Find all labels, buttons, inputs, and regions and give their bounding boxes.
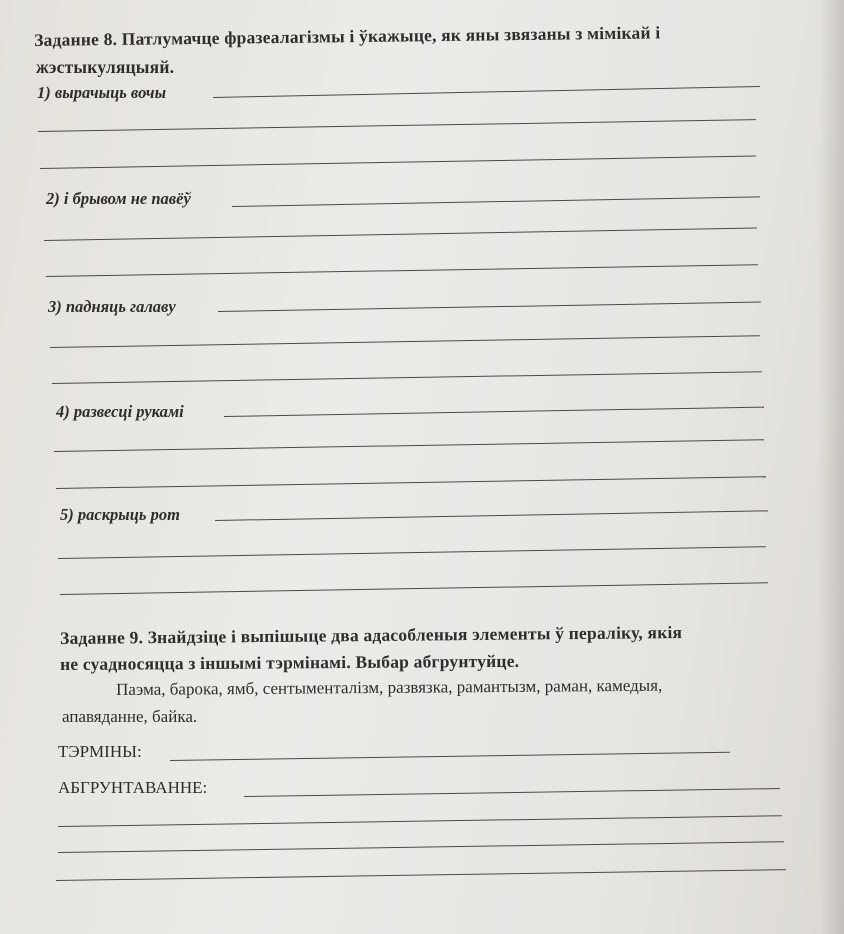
answer-line[interactable] — [58, 841, 784, 853]
answer-line[interactable] — [44, 228, 757, 241]
task8-item-3-label: 3) падняць галаву — [48, 297, 176, 316]
task8-title-continued — [36, 57, 174, 78]
terms-label: ТЭРМІНЫ: — [58, 742, 142, 761]
answer-line[interactable] — [52, 371, 762, 384]
answer-line[interactable] — [38, 119, 756, 132]
task8-title-line1: Заданне 8. Патлумачце фразеалагізмы і ўкажыце, як яны звязаны з мімікай і — [34, 22, 661, 50]
task8-item-5-label: 5) раскрыць рот — [60, 505, 180, 524]
answer-line[interactable] — [224, 407, 764, 417]
task8-item-1-label: 1) вырачыць вочы — [37, 83, 167, 102]
answer-line[interactable] — [56, 476, 766, 489]
task9-title-line2: не суадносяцца з іншымі тэрмінамі. Выбар абгрунтуйце. — [60, 650, 520, 674]
answer-line[interactable] — [40, 156, 756, 169]
answer-line[interactable] — [215, 510, 768, 521]
term-list-line1: Паэма, барока, ямб, сентыменталізм, развязка, рамантызм, раман, камедыя, — [116, 675, 663, 699]
justification-label: АБГРУНТАВАННЕ: — [58, 778, 208, 797]
answer-line[interactable] — [213, 86, 760, 98]
task8-item-4-label: 4) развесці рукамі — [56, 402, 184, 421]
answer-line[interactable] — [60, 582, 768, 595]
task8-title-line2: жэстыкуляцыяй. — [36, 57, 175, 77]
answer-line[interactable] — [218, 302, 761, 312]
answer-line[interactable] — [56, 869, 786, 881]
answer-line[interactable] — [46, 264, 758, 277]
task8-title — [34, 22, 660, 51]
task9-title-line1: Заданне 9. Знайдзіце і выпішыце два адасобленыя элементы ў пераліку, якія — [60, 622, 683, 648]
answer-line[interactable] — [232, 196, 760, 207]
term-list-line2: апавяданне, байка. — [62, 707, 198, 726]
answer-line[interactable] — [58, 815, 782, 827]
page-edge-shadow — [818, 0, 844, 934]
terms-answer-line[interactable] — [170, 752, 730, 761]
task8-item-2-label: 2) і брывом не павёў — [46, 189, 191, 208]
task9-title-continued — [60, 651, 519, 675]
answer-line[interactable] — [54, 439, 764, 452]
answer-line[interactable] — [58, 546, 766, 559]
justification-answer-line[interactable] — [244, 788, 780, 797]
answer-line[interactable] — [50, 335, 760, 348]
task9-title — [60, 622, 682, 649]
